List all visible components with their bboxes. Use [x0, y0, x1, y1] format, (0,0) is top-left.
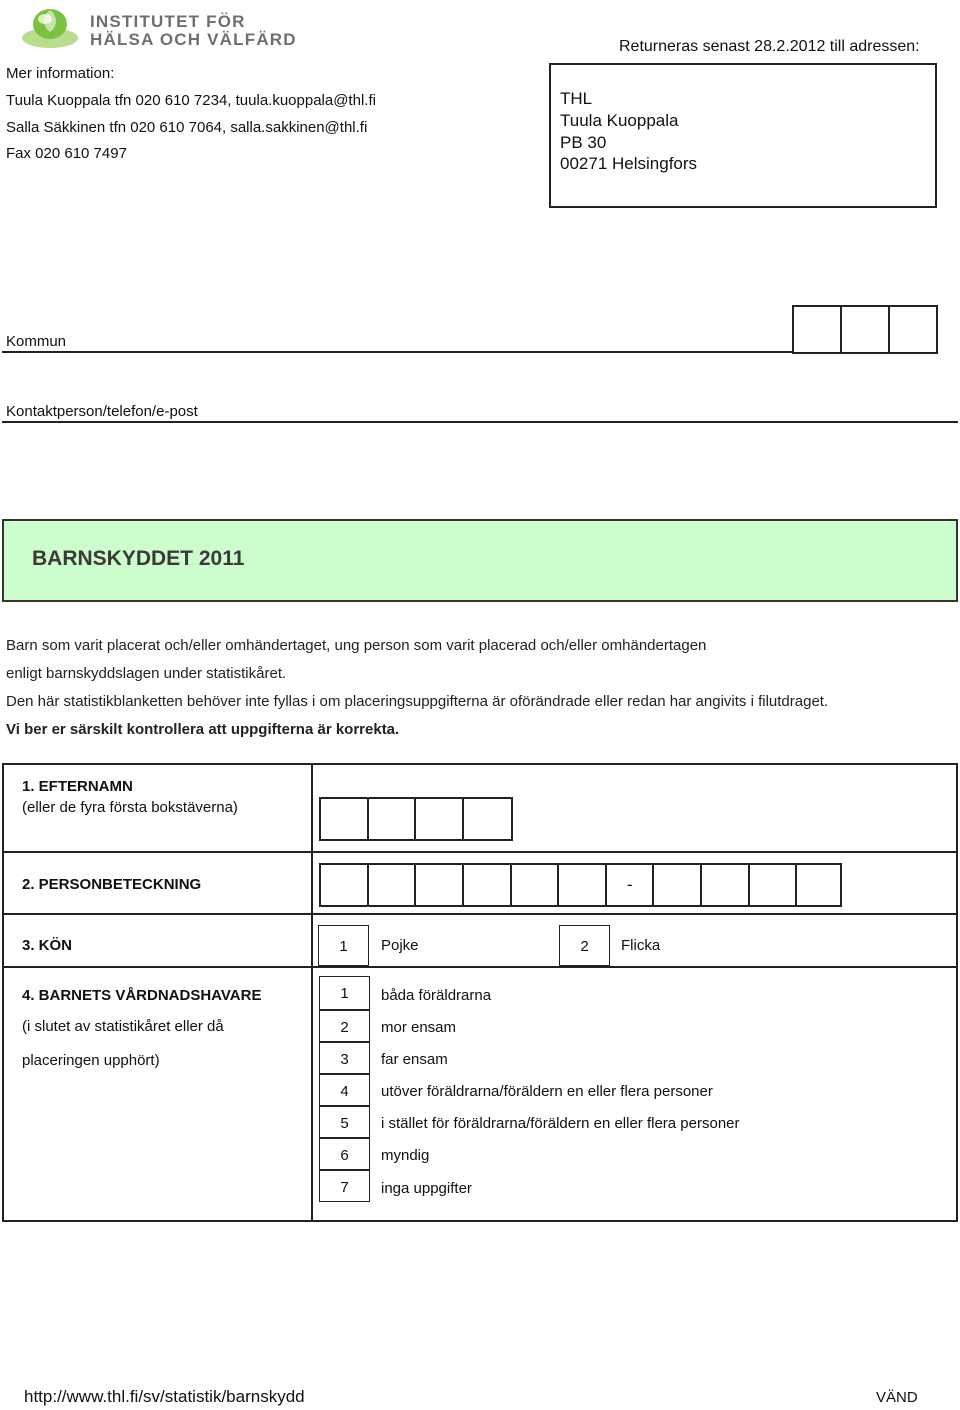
thl-logo: [20, 6, 297, 52]
guardian-option-box-6[interactable]: 6: [319, 1138, 370, 1170]
leaf-drop-icon: [20, 6, 82, 52]
surname-boxes[interactable]: [319, 797, 513, 841]
personal-id-char-box[interactable]: [797, 865, 840, 905]
form-row-divider: [2, 851, 958, 853]
personal-id-char-box[interactable]: [321, 865, 369, 905]
contact-line-2: Salla Säkkinen tfn 020 610 7064, salla.sakkinen@thl.fi: [6, 119, 368, 136]
intro-line-3: Den här statistikblanketten behöver inte fyllas i om placeringsuppgifterna är oförändrade eller redan har angivits i filutdraget.: [6, 693, 829, 710]
contact-person-field-line[interactable]: [2, 421, 958, 423]
kommun-code-boxes[interactable]: [792, 305, 938, 354]
q1-sublabel: (eller de fyra första bokstäverna): [22, 799, 238, 816]
form-row-divider: [2, 966, 958, 968]
contact-fax: Fax 020 610 7497: [6, 145, 127, 162]
guardian-option-label-7: inga uppgifter: [381, 1180, 472, 1197]
personal-id-char-box[interactable]: [512, 865, 560, 905]
personal-id-char-box[interactable]: [750, 865, 798, 905]
address-org: THL: [560, 89, 593, 108]
gender-option-box-1[interactable]: 1: [318, 925, 369, 966]
address-box-number: PB 30: [560, 133, 607, 152]
personal-id-char-box[interactable]: [702, 865, 750, 905]
kommun-code-box[interactable]: [890, 307, 936, 352]
guardian-option-box-7[interactable]: 7: [319, 1170, 370, 1202]
personal-id-separator: -: [607, 865, 655, 905]
personal-id-char-box[interactable]: [654, 865, 702, 905]
q3-label: 3. KÖN: [22, 937, 73, 954]
address-city: 00271 Helsingfors: [560, 154, 698, 173]
address-name: Tuula Kuoppala: [560, 111, 679, 130]
intro-line-1: Barn som varit placerat och/eller omhändertaget, ung person som varit placerad och/eller omhändertagen: [6, 637, 707, 654]
personal-id-char-box[interactable]: [369, 865, 417, 905]
guardian-option-label-2: mor ensam: [381, 1019, 457, 1036]
title-banner: [2, 519, 958, 602]
logo-text-line2: HÄLSA OCH VÄLFÄRD: [90, 30, 297, 49]
kommun-code-box[interactable]: [794, 307, 842, 352]
gender-option-label-2: Flicka: [621, 937, 661, 954]
q4-sublabel-1: (i slutet av statistikåret eller då: [22, 1018, 224, 1035]
guardian-option-label-1: båda föräldrarna: [381, 987, 492, 1004]
personal-id-char-box[interactable]: [559, 865, 607, 905]
personal-id-char-box[interactable]: [464, 865, 512, 905]
surname-char-box[interactable]: [369, 799, 417, 839]
q2-label: 2. PERSONBETECKNING: [22, 876, 202, 893]
guardian-option-box-3[interactable]: 3: [319, 1042, 370, 1074]
return-note: Returneras senast 28.2.2012 till adressen:: [619, 38, 920, 55]
surname-char-box[interactable]: [416, 799, 464, 839]
q4-label: 4. BARNETS VÅRDNADSHAVARE: [22, 987, 262, 1004]
logo-text-line1: INSTITUTET FÖR: [90, 12, 246, 31]
turn-page-note: VÄND: [876, 1389, 918, 1406]
personal-id-char-box[interactable]: [416, 865, 464, 905]
guardian-option-box-5[interactable]: 5: [319, 1106, 370, 1138]
personal-id-boxes[interactable]: [319, 863, 842, 907]
gender-option-label-1: Pojke: [381, 937, 419, 954]
kommun-field-line[interactable]: [2, 351, 793, 353]
intro-line-4: Vi ber er särskilt kontrollera att uppgifterna är korrekta.: [6, 721, 400, 738]
surname-char-box[interactable]: [321, 799, 369, 839]
intro-line-2: enligt barnskyddslagen under statistikåret.: [6, 665, 287, 682]
guardian-option-label-5: i stället för föräldrarna/föräldern en eller flera personer: [381, 1115, 740, 1132]
address-box: [549, 63, 937, 208]
guardian-option-box-2[interactable]: 2: [319, 1010, 370, 1042]
q4-sublabel-2: placeringen upphört): [22, 1052, 160, 1069]
q1-label: 1. EFTERNAMN: [22, 778, 133, 795]
form-row-divider: [2, 913, 958, 915]
gender-option-box-2[interactable]: 2: [559, 925, 610, 966]
guardian-option-box-1[interactable]: 1: [319, 976, 370, 1010]
guardian-option-label-6: myndig: [381, 1147, 430, 1164]
page-title: BARNSKYDDET 2011: [32, 547, 245, 570]
surname-char-box[interactable]: [464, 799, 511, 839]
kommun-label: Kommun: [6, 333, 67, 350]
guardian-option-label-3: far ensam: [381, 1051, 448, 1068]
guardian-option-label-4: utöver föräldrarna/föräldern en eller flera personer: [381, 1083, 713, 1100]
footer-url-link[interactable]: http://www.thl.fi/sv/statistik/barnskydd: [24, 1387, 305, 1406]
form-column-divider: [311, 763, 313, 1222]
contact-label: Mer information:: [6, 65, 115, 82]
contact-line-1: Tuula Kuoppala tfn 020 610 7234, tuula.kuoppala@thl.fi: [6, 92, 376, 109]
contact-person-label: Kontaktperson/telefon/e-post: [6, 403, 198, 420]
guardian-option-box-4[interactable]: 4: [319, 1074, 370, 1106]
kommun-code-box[interactable]: [842, 307, 890, 352]
